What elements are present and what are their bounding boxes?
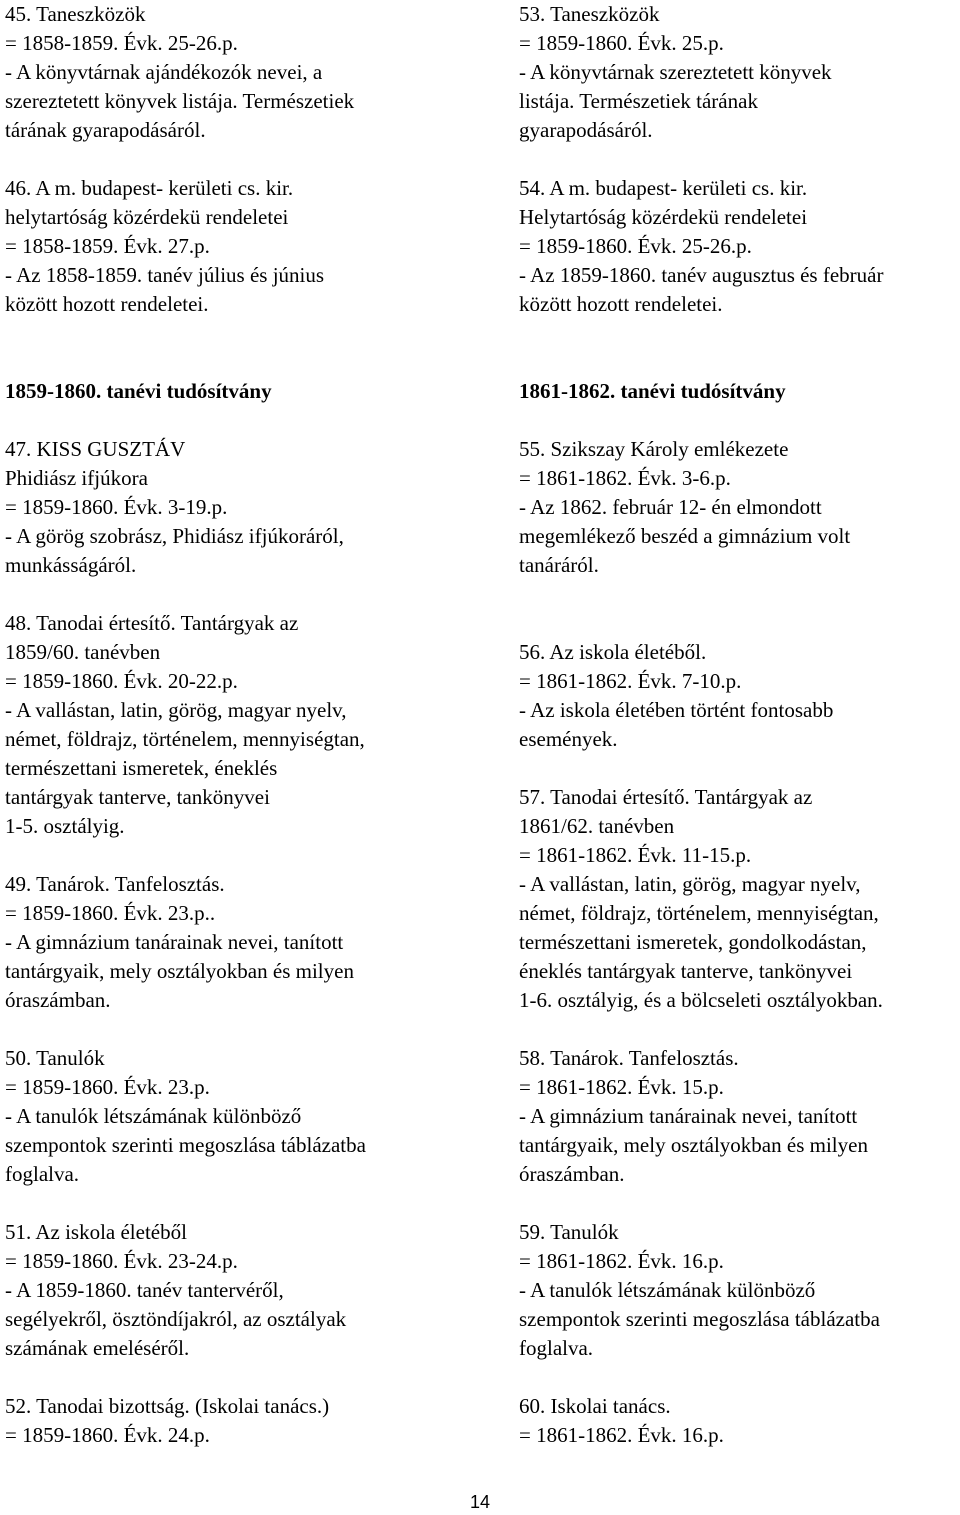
text-line: = 1859-1860. Évk. 25-26.p. xyxy=(519,234,752,258)
text-line: 52. Tanodai bizottság. (Iskolai tanács.) xyxy=(5,1394,330,1418)
blank-line xyxy=(5,1189,455,1218)
left-column xyxy=(5,0,455,1450)
section-heading: 1861-1862. tanévi tudósítvány xyxy=(519,379,786,403)
text-line: 50. Tanulók xyxy=(5,1046,105,1070)
text-line: 48. Tanodai értesítő. Tantárgyak az xyxy=(5,611,299,635)
text-line: = 1858-1859. Évk. 25-26.p. xyxy=(5,31,238,55)
text-line: 53. Taneszközök xyxy=(519,2,660,26)
text-line: listája. Természetiek tárának xyxy=(519,89,758,113)
text-line: óraszámban. xyxy=(519,1162,625,1186)
text-line: = 1861-1862. Évk. 16.p. xyxy=(519,1423,724,1447)
text-line: német, földrajz, történelem, mennyiségtan, xyxy=(519,901,879,925)
text-line: éneklés tantárgyak tanterve, tankönyvei xyxy=(519,959,853,983)
text-line: munkásságáról. xyxy=(5,553,137,577)
blank-line xyxy=(519,145,960,174)
text-line: = 1859-1860. Évk. 3-19.p. xyxy=(5,495,228,519)
text-line: tantárgyaik, mely osztályokban és milyen xyxy=(519,1133,868,1157)
text-line: között hozott rendeletei. xyxy=(519,292,723,316)
blank-line xyxy=(519,609,960,638)
text-line: 47. KISS GUSZTÁV xyxy=(5,437,186,461)
text-line: = 1861-1862. Évk. 3-6.p. xyxy=(519,466,731,490)
text-line: = 1859-1860. Évk. 24.p. xyxy=(5,1423,210,1447)
text-line: = 1861-1862. Évk. 11-15.p. xyxy=(519,843,752,867)
right-column xyxy=(519,0,960,1450)
text-line: tantárgyaik, mely osztályokban és milyen xyxy=(5,959,354,983)
text-line: - A tanulók létszámának különböző xyxy=(5,1104,302,1128)
text-line: szempontok szerinti megoszlása táblázatba xyxy=(519,1307,880,1331)
text-line: német, földrajz, történelem, mennyiségtan, xyxy=(5,727,365,751)
text-line: - Az 1862. február 12- én elmondott xyxy=(519,495,822,519)
text-line: - Az 1858-1859. tanév július és június xyxy=(5,263,325,287)
blank-line xyxy=(519,754,960,783)
text-line: szereztetett könyvek listája. Természetiek xyxy=(5,89,355,113)
text-line: gyarapodásáról. xyxy=(519,118,653,142)
blank-line xyxy=(5,145,455,174)
text-line: között hozott rendeletei. xyxy=(5,292,209,316)
text-line: foglalva. xyxy=(5,1162,80,1186)
text-line: óraszámban. xyxy=(5,988,111,1012)
text-line: tárának gyarapodásáról. xyxy=(5,118,206,142)
text-line: = 1859-1860. Évk. 23.p. xyxy=(5,1075,210,1099)
text-line: 58. Tanárok. Tanfelosztás. xyxy=(519,1046,739,1070)
blank-line xyxy=(519,348,960,377)
blank-line xyxy=(5,1015,455,1044)
text-line: foglalva. xyxy=(519,1336,594,1360)
blank-line xyxy=(5,841,455,870)
text-line: = 1861-1862. Évk. 16.p. xyxy=(519,1249,724,1273)
text-line: természettani ismeretek, gondolkodástan, xyxy=(519,930,867,954)
text-line: 51. Az iskola életéből xyxy=(5,1220,187,1244)
text-line: 1-6. osztályig, és a bölcseleti osztályokban. xyxy=(519,988,883,1012)
text-line: - Az 1859-1860. tanév augusztus és február xyxy=(519,263,884,287)
text-line: szempontok szerinti megoszlása táblázatba xyxy=(5,1133,366,1157)
blank-line xyxy=(5,580,455,609)
text-line: események. xyxy=(519,727,618,751)
page-number: 14 xyxy=(469,1492,491,1512)
text-line: 55. Szikszay Károly emlékezete xyxy=(519,437,789,461)
text-line: 57. Tanodai értesítő. Tantárgyak az xyxy=(519,785,813,809)
text-line: - A könyvtárnak ajándékozók nevei, a xyxy=(5,60,323,84)
text-line: tantárgyak tanterve, tankönyvei xyxy=(5,785,270,809)
text-line: - A vallástan, latin, görög, magyar nyelv, xyxy=(519,872,861,896)
text-line: 54. A m. budapest- kerületi cs. kir. xyxy=(519,176,808,200)
text-line: - Az iskola életében történt fontosabb xyxy=(519,698,834,722)
text-line: - A gimnázium tanárainak nevei, tanított xyxy=(5,930,344,954)
text-line: - A gimnázium tanárainak nevei, tanított xyxy=(519,1104,858,1128)
text-line: 59. Tanulók xyxy=(519,1220,619,1244)
blank-line xyxy=(519,1189,960,1218)
blank-line xyxy=(5,406,455,435)
blank-line xyxy=(519,406,960,435)
blank-line xyxy=(519,1363,960,1392)
blank-line xyxy=(5,348,455,377)
text-line: Helytartóság közérdekü rendeletei xyxy=(519,205,808,229)
text-line: 1859/60. tanévben xyxy=(5,640,161,664)
text-line: - A 1859-1860. tanév tantervéről, xyxy=(5,1278,284,1302)
text-line: = 1859-1860. Évk. 23.p.. xyxy=(5,901,216,925)
text-line: = 1858-1859. Évk. 27.p. xyxy=(5,234,210,258)
text-line: Phidiász ifjúkora xyxy=(5,466,148,490)
text-line: = 1859-1860. Évk. 25.p. xyxy=(519,31,724,55)
text-line: 49. Tanárok. Tanfelosztás. xyxy=(5,872,225,896)
text-line: 60. Iskolai tanács. xyxy=(519,1394,671,1418)
blank-line xyxy=(519,1015,960,1044)
text-line: = 1861-1862. Évk. 7-10.p. xyxy=(519,669,742,693)
blank-line xyxy=(5,1363,455,1392)
text-line: = 1861-1862. Évk. 15.p. xyxy=(519,1075,724,1099)
text-line: - A könyvtárnak szereztetett könyvek xyxy=(519,60,832,84)
text-line: = 1859-1860. Évk. 23-24.p. xyxy=(5,1249,238,1273)
blank-line xyxy=(519,580,960,609)
text-line: 46. A m. budapest- kerületi cs. kir. xyxy=(5,176,294,200)
text-line: 1-5. osztályig. xyxy=(5,814,125,838)
text-line: természettani ismeretek, éneklés xyxy=(5,756,278,780)
text-line: 1861/62. tanévben xyxy=(519,814,675,838)
text-line: - A görög szobrász, Phidiász ifjúkoráról, xyxy=(5,524,344,548)
text-line: megemlékező beszéd a gimnázium volt xyxy=(519,524,851,548)
text-line: helytartóság közérdekü rendeletei xyxy=(5,205,289,229)
text-line: - A tanulók létszámának különböző xyxy=(519,1278,816,1302)
text-line: tanáráról. xyxy=(519,553,599,577)
text-line: 45. Taneszközök xyxy=(5,2,146,26)
text-line: számának emeléséről. xyxy=(5,1336,190,1360)
text-line: 56. Az iskola életéből. xyxy=(519,640,707,664)
section-heading: 1859-1860. tanévi tudósítvány xyxy=(5,379,272,403)
text-line: - A vallástan, latin, görög, magyar nyelv, xyxy=(5,698,347,722)
blank-line xyxy=(519,319,960,348)
blank-line xyxy=(5,319,455,348)
text-line: = 1859-1860. Évk. 20-22.p. xyxy=(5,669,238,693)
text-line: segélyekről, ösztöndíjakról, az osztályak xyxy=(5,1307,347,1331)
